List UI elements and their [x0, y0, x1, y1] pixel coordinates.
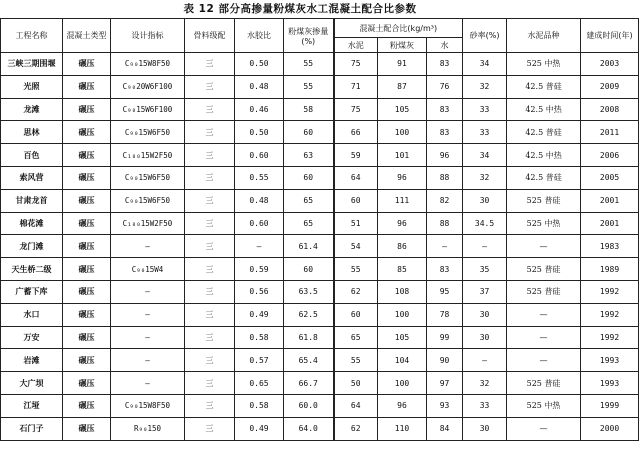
- cell-aggregate-grading: 三: [185, 258, 235, 281]
- cell-design-index: —: [111, 349, 185, 372]
- cell-design-index: C₉₀15W4: [111, 258, 185, 281]
- cell-aggregate-grading: 三: [185, 121, 235, 144]
- cell-flyash-kg: 96: [378, 166, 427, 189]
- cell-sand-ratio: 33: [463, 394, 507, 417]
- cell-fly-ash-content: 58: [284, 98, 334, 121]
- cell-aggregate-grading: 三: [185, 212, 235, 235]
- cell-aggregate-grading: 三: [185, 53, 235, 76]
- cell-project-name: 棉花滩: [1, 212, 63, 235]
- cell-fly-ash-content: 65: [284, 189, 334, 212]
- cell-project-name: 广蓄下库: [1, 280, 63, 303]
- cell-project-name: 江垭: [1, 394, 63, 417]
- cell-completion-year: 1983: [581, 235, 639, 258]
- cell-completion-year: 2001: [581, 212, 639, 235]
- table-row: [1, 189, 639, 212]
- table-row: [1, 280, 639, 303]
- cell-fly-ash-content: 62.5: [284, 303, 334, 326]
- cell-concrete-type: 碾压: [63, 166, 111, 189]
- cell-fly-ash-content: 60: [284, 121, 334, 144]
- table-row: [1, 326, 639, 349]
- cell-water-kg: 82: [427, 189, 463, 212]
- table-header: [1, 19, 639, 53]
- cell-fly-ash-content: 63: [284, 144, 334, 167]
- cell-design-index: C₉₀15W6F100: [111, 98, 185, 121]
- cell-sand-ratio: 37: [463, 280, 507, 303]
- cell-cement-kind: 525 普硅: [507, 258, 581, 281]
- cell-water-binder-ratio: 0.58: [235, 326, 284, 349]
- table-row: [1, 212, 639, 235]
- cell-aggregate-grading: 三: [185, 417, 235, 440]
- cell-sand-ratio: 32: [463, 75, 507, 98]
- cell-fly-ash-content: 61.4: [284, 235, 334, 258]
- cell-fly-ash-content: 55: [284, 53, 334, 76]
- cell-flyash-kg: 100: [378, 121, 427, 144]
- cell-fly-ash-content: 60.0: [284, 394, 334, 417]
- cell-completion-year: 1992: [581, 303, 639, 326]
- cell-cement-kind: 525 普硅: [507, 280, 581, 303]
- cell-cement-kind: 42.5 中热: [507, 144, 581, 167]
- cell-flyash-kg: 110: [378, 417, 427, 440]
- cell-completion-year: 2000: [581, 417, 639, 440]
- cell-completion-year: 1993: [581, 372, 639, 395]
- table-caption: 表 12 部分高掺量粉煤灰水工混凝土配合比参数: [183, 3, 417, 15]
- cell-completion-year: 2008: [581, 98, 639, 121]
- cell-project-name: 百色: [1, 144, 63, 167]
- cell-water-binder-ratio: 0.60: [235, 212, 284, 235]
- cell-concrete-type: 碾压: [63, 144, 111, 167]
- cell-cement-kind: 42.5 普硅: [507, 75, 581, 98]
- header-completion-year: 建成时间(年): [581, 19, 639, 53]
- cell-water-binder-ratio: 0.60: [235, 144, 284, 167]
- cell-design-index: C₉₀15W6F50: [111, 189, 185, 212]
- cell-cement-kg: 60: [334, 189, 378, 212]
- table-row: [1, 417, 639, 440]
- cell-design-index: —: [111, 326, 185, 349]
- mix-proportion-table: [0, 18, 639, 441]
- cell-cement-kind: —: [507, 417, 581, 440]
- cell-fly-ash-content: 64.0: [284, 417, 334, 440]
- cell-completion-year: 2011: [581, 121, 639, 144]
- cell-water-kg: —: [427, 235, 463, 258]
- cell-flyash-kg: 91: [378, 53, 427, 76]
- cell-cement-kg: 64: [334, 394, 378, 417]
- cell-sand-ratio: 35: [463, 258, 507, 281]
- cell-flyash-kg: 100: [378, 303, 427, 326]
- cell-flyash-kg: 87: [378, 75, 427, 98]
- cell-sand-ratio: 34: [463, 53, 507, 76]
- cell-completion-year: 2001: [581, 189, 639, 212]
- cell-flyash-kg: 86: [378, 235, 427, 258]
- cell-concrete-type: 碾压: [63, 189, 111, 212]
- cell-water-binder-ratio: 0.49: [235, 417, 284, 440]
- cell-water-binder-ratio: 0.56: [235, 280, 284, 303]
- cell-sand-ratio: 30: [463, 326, 507, 349]
- cell-fly-ash-content: 63.5: [284, 280, 334, 303]
- cell-flyash-kg: 105: [378, 98, 427, 121]
- header-flyash-kg: 粉煤灰: [378, 38, 427, 53]
- cell-sand-ratio: 32: [463, 372, 507, 395]
- cell-project-name: 大广坝: [1, 372, 63, 395]
- cell-cement-kg: 59: [334, 144, 378, 167]
- cell-cement-kg: 54: [334, 235, 378, 258]
- header-cement: 水泥: [334, 38, 378, 53]
- cell-design-index: —: [111, 372, 185, 395]
- cell-completion-year: 1992: [581, 280, 639, 303]
- cell-cement-kg: 55: [334, 349, 378, 372]
- table-row: [1, 303, 639, 326]
- cell-sand-ratio: 30: [463, 303, 507, 326]
- cell-project-name: 岩滩: [1, 349, 63, 372]
- cell-sand-ratio: —: [463, 235, 507, 258]
- cell-aggregate-grading: 三: [185, 280, 235, 303]
- cell-water-kg: 88: [427, 212, 463, 235]
- cell-water-kg: 90: [427, 349, 463, 372]
- cell-design-index: C₉₀15W6F50: [111, 166, 185, 189]
- cell-cement-kg: 51: [334, 212, 378, 235]
- cell-fly-ash-content: 60: [284, 258, 334, 281]
- table-row: [1, 53, 639, 76]
- table-row: [1, 121, 639, 144]
- cell-water-binder-ratio: 0.46: [235, 98, 284, 121]
- cell-completion-year: 1992: [581, 326, 639, 349]
- cell-flyash-kg: 108: [378, 280, 427, 303]
- cell-aggregate-grading: 三: [185, 303, 235, 326]
- cell-aggregate-grading: 三: [185, 166, 235, 189]
- cell-flyash-kg: 85: [378, 258, 427, 281]
- cell-flyash-kg: 111: [378, 189, 427, 212]
- cell-sand-ratio: —: [463, 349, 507, 372]
- cell-cement-kind: 525 普硅: [507, 189, 581, 212]
- header-cement-kind: 水泥品种: [507, 19, 581, 53]
- cell-concrete-type: 碾压: [63, 258, 111, 281]
- cell-concrete-type: 碾压: [63, 372, 111, 395]
- cell-sand-ratio: 34: [463, 144, 507, 167]
- cell-flyash-kg: 104: [378, 349, 427, 372]
- cell-design-index: —: [111, 235, 185, 258]
- cell-water-kg: 83: [427, 258, 463, 281]
- cell-water-kg: 99: [427, 326, 463, 349]
- cell-design-index: R₉₀150: [111, 417, 185, 440]
- cell-water-kg: 96: [427, 144, 463, 167]
- cell-flyash-kg: 96: [378, 212, 427, 235]
- header-fly-ash-content: 粉煤灰掺量(%): [284, 19, 334, 53]
- cell-cement-kind: 525 中热: [507, 394, 581, 417]
- cell-water-kg: 97: [427, 372, 463, 395]
- cell-cement-kg: 62: [334, 417, 378, 440]
- cell-cement-kind: 42.5 普硅: [507, 121, 581, 144]
- cell-project-name: 思林: [1, 121, 63, 144]
- cell-water-binder-ratio: 0.50: [235, 53, 284, 76]
- cell-water-kg: 76: [427, 75, 463, 98]
- cell-cement-kg: 75: [334, 98, 378, 121]
- cell-cement-kind: 42.5 普硅: [507, 166, 581, 189]
- header-mix-proportion: 混凝土配合比(kg/m³): [334, 19, 463, 38]
- cell-cement-kind: 525 中热: [507, 212, 581, 235]
- cell-completion-year: 1999: [581, 394, 639, 417]
- cell-project-name: 水口: [1, 303, 63, 326]
- cell-project-name: 龙滩: [1, 98, 63, 121]
- cell-project-name: 甘肃龙首: [1, 189, 63, 212]
- cell-fly-ash-content: 55: [284, 75, 334, 98]
- table-row: [1, 144, 639, 167]
- cell-aggregate-grading: 三: [185, 98, 235, 121]
- header-sand-ratio: 砂率(%): [463, 19, 507, 53]
- cell-water-kg: 83: [427, 53, 463, 76]
- cell-fly-ash-content: 66.7: [284, 372, 334, 395]
- cell-water-binder-ratio: 0.59: [235, 258, 284, 281]
- table-row: [1, 258, 639, 281]
- cell-concrete-type: 碾压: [63, 417, 111, 440]
- cell-flyash-kg: 101: [378, 144, 427, 167]
- cell-design-index: —: [111, 280, 185, 303]
- table-row: [1, 166, 639, 189]
- cell-cement-kg: 50: [334, 372, 378, 395]
- header-water: 水: [427, 38, 463, 53]
- cell-design-index: C₁₈₀15W2F50: [111, 144, 185, 167]
- cell-project-name: 石门子: [1, 417, 63, 440]
- cell-cement-kg: 65: [334, 326, 378, 349]
- cell-project-name: 龙门滩: [1, 235, 63, 258]
- table-row: [1, 235, 639, 258]
- cell-design-index: C₉₀15W6F50: [111, 121, 185, 144]
- cell-water-binder-ratio: 0.55: [235, 166, 284, 189]
- cell-flyash-kg: 96: [378, 394, 427, 417]
- cell-project-name: 索风营: [1, 166, 63, 189]
- cell-water-kg: 95: [427, 280, 463, 303]
- cell-aggregate-grading: 三: [185, 372, 235, 395]
- table-row: [1, 75, 639, 98]
- cell-aggregate-grading: 三: [185, 144, 235, 167]
- cell-fly-ash-content: 61.8: [284, 326, 334, 349]
- cell-water-binder-ratio: 0.49: [235, 303, 284, 326]
- cell-sand-ratio: 30: [463, 189, 507, 212]
- cell-project-name: 光照: [1, 75, 63, 98]
- header-water-binder-ratio: 水胶比: [235, 19, 284, 53]
- header-aggregate-grading: 骨料级配: [185, 19, 235, 53]
- cell-water-kg: 78: [427, 303, 463, 326]
- cell-water-binder-ratio: 0.57: [235, 349, 284, 372]
- cell-fly-ash-content: 65: [284, 212, 334, 235]
- cell-cement-kg: 75: [334, 53, 378, 76]
- cell-design-index: C₉₀15W8F50: [111, 53, 185, 76]
- cell-concrete-type: 碾压: [63, 280, 111, 303]
- cell-completion-year: 2009: [581, 75, 639, 98]
- cell-water-kg: 83: [427, 98, 463, 121]
- cell-design-index: —: [111, 303, 185, 326]
- table-body: [1, 53, 639, 441]
- table-row: [1, 98, 639, 121]
- cell-aggregate-grading: 三: [185, 394, 235, 417]
- cell-concrete-type: 碾压: [63, 121, 111, 144]
- cell-cement-kg: 60: [334, 303, 378, 326]
- header-design-index: 设计指标: [111, 19, 185, 53]
- cell-aggregate-grading: 三: [185, 75, 235, 98]
- cell-cement-kind: 525 普硅: [507, 372, 581, 395]
- cell-completion-year: 2003: [581, 53, 639, 76]
- cell-water-binder-ratio: —: [235, 235, 284, 258]
- cell-design-index: C₁₈₀15W2F50: [111, 212, 185, 235]
- table-row: [1, 372, 639, 395]
- cell-flyash-kg: 105: [378, 326, 427, 349]
- cell-water-binder-ratio: 0.65: [235, 372, 284, 395]
- cell-water-kg: 93: [427, 394, 463, 417]
- cell-concrete-type: 碾压: [63, 394, 111, 417]
- cell-completion-year: 2006: [581, 144, 639, 167]
- cell-cement-kind: 525 中热: [507, 53, 581, 76]
- cell-design-index: C₉₀15W8F50: [111, 394, 185, 417]
- table-row: [1, 394, 639, 417]
- cell-completion-year: 1989: [581, 258, 639, 281]
- cell-aggregate-grading: 三: [185, 349, 235, 372]
- cell-design-index: C₉₀20W6F100: [111, 75, 185, 98]
- cell-water-kg: 83: [427, 121, 463, 144]
- cell-cement-kg: 55: [334, 258, 378, 281]
- cell-cement-kind: —: [507, 303, 581, 326]
- cell-aggregate-grading: 三: [185, 326, 235, 349]
- cell-fly-ash-content: 60: [284, 166, 334, 189]
- cell-sand-ratio: 30: [463, 417, 507, 440]
- cell-concrete-type: 碾压: [63, 235, 111, 258]
- cell-cement-kg: 62: [334, 280, 378, 303]
- cell-cement-kind: —: [507, 235, 581, 258]
- cell-project-name: 三峡三期围堰: [1, 53, 63, 76]
- cell-sand-ratio: 33: [463, 98, 507, 121]
- cell-cement-kg: 64: [334, 166, 378, 189]
- cell-water-binder-ratio: 0.48: [235, 75, 284, 98]
- cell-aggregate-grading: 三: [185, 189, 235, 212]
- header-concrete-type: 混凝土类型: [63, 19, 111, 53]
- cell-flyash-kg: 100: [378, 372, 427, 395]
- cell-cement-kg: 71: [334, 75, 378, 98]
- cell-sand-ratio: 32: [463, 166, 507, 189]
- table-row: [1, 349, 639, 372]
- cell-cement-kg: 66: [334, 121, 378, 144]
- cell-water-binder-ratio: 0.50: [235, 121, 284, 144]
- cell-concrete-type: 碾压: [63, 53, 111, 76]
- cell-concrete-type: 碾压: [63, 326, 111, 349]
- cell-completion-year: 1993: [581, 349, 639, 372]
- cell-cement-kind: —: [507, 326, 581, 349]
- cell-water-binder-ratio: 0.58: [235, 394, 284, 417]
- cell-concrete-type: 碾压: [63, 349, 111, 372]
- cell-project-name: 天生桥二级: [1, 258, 63, 281]
- cell-completion-year: 2005: [581, 166, 639, 189]
- cell-concrete-type: 碾压: [63, 212, 111, 235]
- cell-project-name: 万安: [1, 326, 63, 349]
- cell-water-kg: 84: [427, 417, 463, 440]
- cell-sand-ratio: 33: [463, 121, 507, 144]
- cell-fly-ash-content: 65.4: [284, 349, 334, 372]
- cell-concrete-type: 碾压: [63, 98, 111, 121]
- cell-aggregate-grading: 三: [185, 235, 235, 258]
- cell-water-binder-ratio: 0.48: [235, 189, 284, 212]
- cell-concrete-type: 碾压: [63, 75, 111, 98]
- header-project: 工程名称: [1, 19, 63, 53]
- cell-cement-kind: —: [507, 349, 581, 372]
- cell-sand-ratio: 34.5: [463, 212, 507, 235]
- cell-cement-kind: 42.5 中热: [507, 98, 581, 121]
- cell-water-kg: 88: [427, 166, 463, 189]
- cell-concrete-type: 碾压: [63, 303, 111, 326]
